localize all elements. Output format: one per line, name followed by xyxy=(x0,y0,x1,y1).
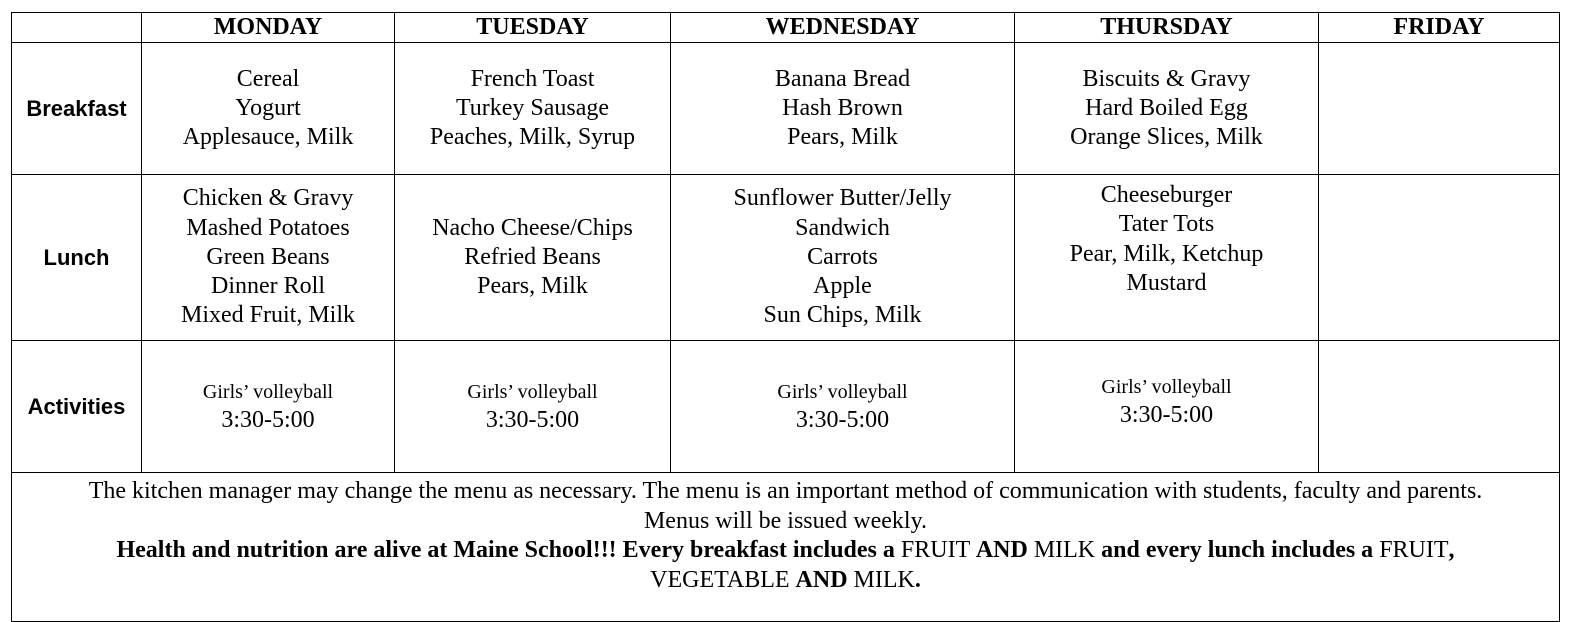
activity-cell-tuesday xyxy=(395,341,671,473)
breakfast-cell-friday xyxy=(1319,43,1560,175)
menu-item: Biscuits & Gravy xyxy=(1082,65,1251,92)
activity-cell-monday xyxy=(142,341,395,473)
menu-item: Sandwich xyxy=(795,214,890,241)
day-header-tuesday: TUESDAY xyxy=(395,13,671,43)
menu-item: Sun Chips, Milk xyxy=(763,302,922,329)
row-label-lunch: Lunch xyxy=(12,175,142,341)
row-label-breakfast: Breakfast xyxy=(12,43,142,175)
menu-item: Peaches, Milk, Syrup xyxy=(429,124,636,151)
activity-time: 3:30-5:00 xyxy=(1119,401,1214,428)
activity-name: Girls’ volleyball xyxy=(202,380,334,403)
health-text: AND xyxy=(975,537,1028,563)
menu-item: Refried Beans xyxy=(464,243,601,270)
breakfast-row xyxy=(12,43,1560,175)
menu-item: Orange Slices, Milk xyxy=(1070,124,1263,151)
notes-line-1: The kitchen manager may change the menu as necessary. The menu is an important method of communication with students, faculty and parents. xyxy=(88,478,1483,504)
notes-line-2: Menus will be issued weekly. xyxy=(643,507,928,534)
health-text: , xyxy=(1448,537,1455,563)
notes-row xyxy=(12,473,1560,622)
lunch-cell-wednesday xyxy=(671,175,1015,341)
menu-item: Mustard xyxy=(1126,269,1207,296)
menu-item: Apple xyxy=(813,273,872,300)
activity-name: Girls’ volleyball xyxy=(467,380,598,403)
row-label-activities: Activities xyxy=(12,341,142,473)
menu-item: Hard Boiled Egg xyxy=(1085,94,1248,121)
menu-item: Sunflower Butter/Jelly xyxy=(733,185,952,212)
menu-item: Cereal xyxy=(236,65,300,92)
lunch-cell-tuesday xyxy=(395,175,671,341)
menu-item: Nacho Cheese/Chips xyxy=(432,214,633,241)
breakfast-cell-monday xyxy=(142,43,395,175)
menu-item: Yogurt xyxy=(235,94,301,121)
activity-time: 3:30-5:00 xyxy=(485,406,580,433)
day-header-monday: MONDAY xyxy=(142,13,395,43)
breakfast-cell-thursday xyxy=(1015,43,1319,175)
header-row xyxy=(12,13,1560,43)
menu-item: Tater Tots xyxy=(1118,211,1215,238)
menu-item: French Toast xyxy=(470,65,595,92)
menu-item: Applesauce, Milk xyxy=(182,124,354,151)
activity-cell-wednesday xyxy=(671,341,1015,473)
breakfast-cell-wednesday xyxy=(671,43,1015,175)
menu-item: Pear, Milk, Ketchup xyxy=(1069,240,1264,267)
lunch-row xyxy=(12,175,1560,341)
menu-item: Banana Bread xyxy=(774,65,911,92)
health-text: Health and nutrition are alive at Maine School!!! Every breakfast includes a xyxy=(116,537,901,563)
menu-item: Green Beans xyxy=(206,243,330,270)
menu-item: Pears, Milk xyxy=(477,273,588,300)
activity-time: 3:30-5:00 xyxy=(221,406,315,433)
corner-cell xyxy=(12,13,142,43)
health-text: AND xyxy=(795,566,848,593)
menu-item: Chicken & Gravy xyxy=(182,185,354,212)
health-text: MILK xyxy=(847,566,915,593)
menu-item: Hash Brown xyxy=(782,94,903,121)
day-header-wednesday: WEDNESDAY xyxy=(671,13,1015,43)
health-text: MILK xyxy=(1027,537,1102,563)
day-header-thursday: THURSDAY xyxy=(1015,13,1319,43)
health-text: FRUIT xyxy=(900,537,976,563)
lunch-cell-thursday xyxy=(1015,175,1319,341)
health-statement xyxy=(12,536,1559,595)
activity-name: Girls’ volleyball xyxy=(1101,375,1232,398)
menu-item: Cheeseburger xyxy=(1100,182,1233,208)
lunch-menu-table xyxy=(11,12,1560,622)
activities-row xyxy=(12,341,1560,473)
lunch-cell-friday xyxy=(1319,175,1560,341)
lunch-cell-monday xyxy=(142,175,395,341)
menu-item: Mashed Potatoes xyxy=(186,214,350,241)
health-text: FRUIT xyxy=(1379,537,1449,563)
health-text: . xyxy=(914,566,921,593)
menu-item: Dinner Roll xyxy=(211,273,325,300)
breakfast-cell-tuesday xyxy=(395,43,671,175)
activity-cell-thursday xyxy=(1015,341,1319,473)
activity-name: Girls’ volleyball xyxy=(777,380,908,403)
notes-cell xyxy=(12,473,1560,622)
menu-item: Pears, Milk xyxy=(787,124,898,151)
activity-time: 3:30-5:00 xyxy=(795,406,890,433)
activity-cell-friday xyxy=(1319,341,1560,473)
health-text: and every lunch includes a xyxy=(1101,537,1380,563)
menu-item: Mixed Fruit, Milk xyxy=(180,302,355,329)
day-header-friday: FRIDAY xyxy=(1319,13,1560,43)
menu-item: Carrots xyxy=(807,243,878,270)
menu-item: Turkey Sausage xyxy=(455,94,610,121)
health-text: VEGETABLE xyxy=(650,566,796,593)
